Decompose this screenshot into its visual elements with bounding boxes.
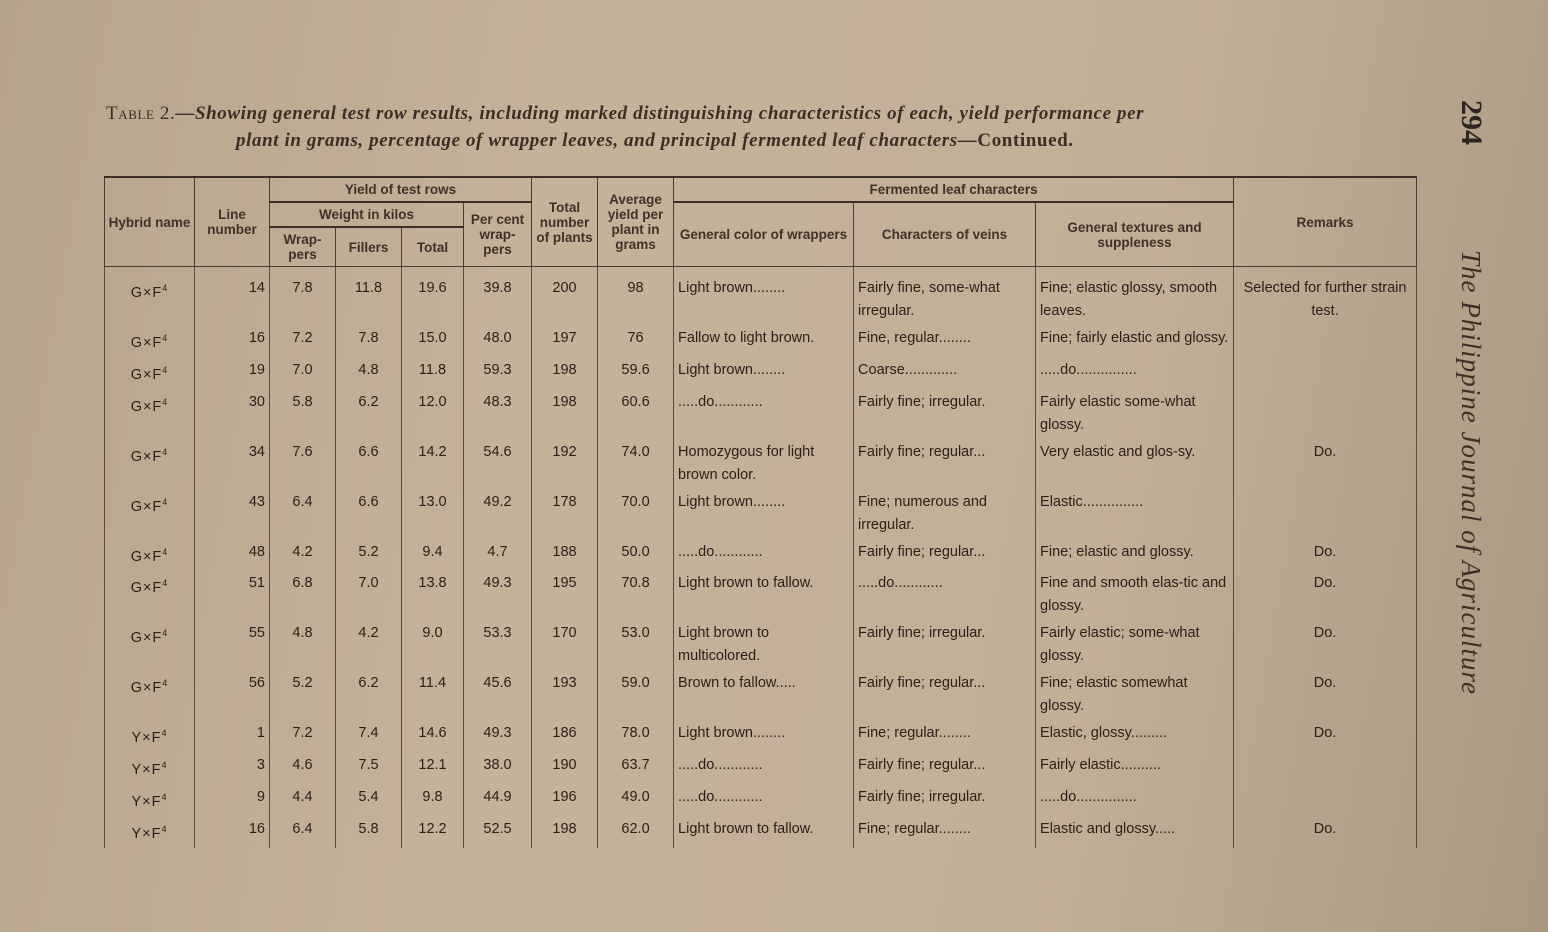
cell-hybrid-name: $G\times F^4$ [105,489,195,539]
superscript: 4 [162,496,169,507]
cell-percent-wrappers: 52.5 [464,816,532,848]
cell-veins: Fairly fine; irregular. [854,620,1036,670]
cell-fillers: 5.4 [336,784,402,816]
cell-avg-yield: 50.0 [598,539,674,571]
table-caption: Table 2.—Showing general test row results, including marked distinguishing characteristics of each, yield performance per plant in grams, percentage of wrapper leaves, and principal fermented leaf characters—Continued. [106,103,1145,151]
cell-texture: Fairly elastic; some-what glossy. [1036,620,1234,670]
cell-wrappers: 6.8 [270,570,336,620]
superscript: 4 [162,446,169,457]
superscript: 4 [161,792,168,803]
cell-percent-wrappers: 48.0 [464,325,532,357]
cell-avg-yield: 59.0 [598,670,674,720]
cell-avg-yield: 98 [598,267,674,326]
cell-total-plants: 192 [532,439,598,489]
cell-line-number: 3 [195,752,270,784]
table-row [105,267,1417,326]
cell-line-number: 34 [195,439,270,489]
cell-line-number: 55 [195,620,270,670]
cell-avg-yield: 78.0 [598,720,674,752]
cell-veins: Coarse............. [854,357,1036,389]
header-fermented-group: Fermented leaf characters [674,177,1234,202]
cell-avg-yield: 62.0 [598,816,674,848]
cell-total-plants: 190 [532,752,598,784]
cell-color: Fallow to light brown. [674,325,854,357]
cell-total: 12.0 [402,389,464,439]
header-veins: Characters of veins [854,202,1036,267]
page-number: 294 [1455,100,1488,145]
cell-total: 13.0 [402,489,464,539]
cell-total: 11.4 [402,670,464,720]
superscript: 4 [161,760,168,771]
table-row [105,620,1417,670]
cell-line-number: 43 [195,489,270,539]
cell-total: 14.2 [402,439,464,489]
cell-avg-yield: 59.6 [598,357,674,389]
cell-veins: Fine, regular........ [854,325,1036,357]
cell-remarks [1234,784,1417,816]
cell-veins: .....do............ [854,570,1036,620]
table-row [105,389,1417,439]
header-hybrid-name: Hybrid name [105,177,195,267]
cell-total: 9.8 [402,784,464,816]
cell-hybrid-name: $Y\times F^4$ [105,720,195,752]
cell-veins: Fairly fine; regular... [854,439,1036,489]
cell-wrappers: 7.0 [270,357,336,389]
cell-fillers: 6.6 [336,489,402,539]
cell-percent-wrappers: 49.3 [464,720,532,752]
cell-remarks [1234,325,1417,357]
cell-fillers: 5.8 [336,816,402,848]
cell-hybrid-name: $G\times F^4$ [105,325,195,357]
cell-veins: Fine; regular........ [854,720,1036,752]
cell-percent-wrappers: 4.7 [464,539,532,571]
cell-wrappers: 4.4 [270,784,336,816]
superscript: 4 [162,333,169,343]
cell-total: 9.0 [402,620,464,670]
cell-remarks [1234,489,1417,539]
cell-fillers: 7.4 [336,720,402,752]
cell-fillers: 6.2 [336,670,402,720]
cell-texture: Fine; elastic glossy, smooth leaves. [1036,267,1234,326]
cell-line-number: 48 [195,539,270,571]
cell-total-plants: 198 [532,816,598,848]
cell-line-number: 1 [195,720,270,752]
cell-hybrid-name: $G\times F^4$ [105,570,195,620]
cell-color: Light brown to multicolored. [674,620,854,670]
cell-avg-yield: 70.8 [598,570,674,620]
cell-percent-wrappers: 38.0 [464,752,532,784]
cell-color: .....do............ [674,539,854,571]
cell-remarks: Do. [1234,570,1417,620]
cell-remarks [1234,389,1417,439]
cell-percent-wrappers: 54.6 [464,439,532,489]
cell-fillers: 4.2 [336,620,402,670]
superscript: 4 [162,678,169,689]
cell-wrappers: 7.2 [270,325,336,357]
cell-wrappers: 5.8 [270,389,336,439]
header-percent-wrappers: Per cent wrap-pers [464,202,532,267]
table-row [105,439,1417,489]
cell-hybrid-name: $G\times F^4$ [105,267,195,326]
cell-texture: Elastic............... [1036,489,1234,539]
cell-total: 13.8 [402,570,464,620]
cell-color: Brown to fallow..... [674,670,854,720]
table-row [105,325,1417,357]
cell-hybrid-name: $G\times F^4$ [105,389,195,439]
cell-avg-yield: 49.0 [598,784,674,816]
header-textures: General textures and suppleness [1036,202,1234,267]
superscript: 4 [162,364,169,375]
cell-total-plants: 200 [532,267,598,326]
cell-hybrid-name: $Y\times F^4$ [105,784,195,816]
cell-color: .....do............ [674,389,854,439]
header-total-plants: Total number of plants [532,177,598,267]
table-row [105,357,1417,389]
cell-total-plants: 196 [532,784,598,816]
cell-hybrid-name: $G\times F^4$ [105,620,195,670]
cell-wrappers: 7.6 [270,439,336,489]
cell-hybrid-name: $G\times F^4$ [105,357,195,389]
cell-texture: Fine; elastic somewhat glossy. [1036,670,1234,720]
cell-line-number: 16 [195,816,270,848]
table-row [105,539,1417,571]
cell-total: 19.6 [402,267,464,326]
cell-wrappers: 4.6 [270,752,336,784]
cell-texture: .....do............... [1036,357,1234,389]
header-yield-group: Yield of test rows [270,177,532,202]
superscript: 4 [162,396,169,407]
cell-line-number: 51 [195,570,270,620]
table-row [105,570,1417,620]
cell-avg-yield: 53.0 [598,620,674,670]
cell-veins: Fairly fine; regular... [854,670,1036,720]
cell-texture: Fine; elastic and glossy. [1036,539,1234,571]
superscript: 4 [162,628,169,639]
cell-texture: .....do............... [1036,784,1234,816]
table-row [105,489,1417,539]
table-row [105,720,1417,752]
cell-veins: Fine; regular........ [854,816,1036,848]
cell-fillers: 6.6 [336,439,402,489]
cell-line-number: 56 [195,670,270,720]
table-body [105,267,1417,848]
cell-line-number: 19 [195,357,270,389]
cell-total: 9.4 [402,539,464,571]
cell-avg-yield: 63.7 [598,752,674,784]
superscript: 4 [162,578,169,589]
cell-color: .....do............ [674,784,854,816]
cell-veins: Fairly fine, some-what irregular. [854,267,1036,326]
cell-texture: Elastic, glossy......... [1036,720,1234,752]
cell-wrappers: 4.8 [270,620,336,670]
cell-wrappers: 4.2 [270,539,336,571]
cell-total-plants: 193 [532,670,598,720]
cell-total-plants: 198 [532,389,598,439]
header-avg-yield: Average yield per plant in grams [598,177,674,267]
cell-total-plants: 197 [532,325,598,357]
cell-color: Homozygous for light brown color. [674,439,854,489]
table-row [105,816,1417,848]
cell-fillers: 6.2 [336,389,402,439]
cell-percent-wrappers: 39.8 [464,267,532,326]
superscript: 4 [162,283,169,293]
cell-veins: Fine; numerous and irregular. [854,489,1036,539]
cell-remarks [1234,357,1417,389]
cell-total: 12.2 [402,816,464,848]
table-row [105,670,1417,720]
cell-color: Light brown........ [674,720,854,752]
cell-total: 14.6 [402,720,464,752]
cell-wrappers: 6.4 [270,489,336,539]
header-color: General color of wrappers [674,202,854,267]
cell-texture: Fine and smooth elas-tic and glossy. [1036,570,1234,620]
cell-color: Light brown........ [674,489,854,539]
cell-fillers: 7.0 [336,570,402,620]
cell-total-plants: 198 [532,357,598,389]
header-total: Total [402,227,464,267]
cell-texture: Fine; fairly elastic and glossy. [1036,325,1234,357]
header-weight-group: Weight in kilos [270,202,464,227]
cell-total-plants: 186 [532,720,598,752]
cell-wrappers: 5.2 [270,670,336,720]
header-fillers: Fillers [336,227,402,267]
cell-total-plants: 178 [532,489,598,539]
cell-avg-yield: 76 [598,325,674,357]
header-wrappers: Wrap-pers [270,227,336,267]
superscript: 4 [161,728,168,739]
cell-veins: Fairly fine; regular... [854,752,1036,784]
cell-percent-wrappers: 49.3 [464,570,532,620]
cell-texture: Very elastic and glos-sy. [1036,439,1234,489]
cell-percent-wrappers: 44.9 [464,784,532,816]
cell-hybrid-name: $Y\times F^4$ [105,752,195,784]
cell-total: 11.8 [402,357,464,389]
cell-fillers: 5.2 [336,539,402,571]
superscript: 4 [161,823,168,834]
cell-total-plants: 188 [532,539,598,571]
caption-text-2: plant in grams, percentage of wrapper leaves, and principal fermented leaf characters [236,130,958,151]
cell-color: Light brown........ [674,267,854,326]
cell-remarks: Do. [1234,720,1417,752]
cell-fillers: 4.8 [336,357,402,389]
cell-percent-wrappers: 59.3 [464,357,532,389]
cell-remarks: Do. [1234,620,1417,670]
cell-fillers: 11.8 [336,267,402,326]
cell-total-plants: 170 [532,620,598,670]
results-table [104,176,1417,848]
caption-lead: Table 2. [106,103,176,124]
cell-line-number: 9 [195,784,270,816]
cell-color: Light brown........ [674,357,854,389]
cell-remarks: Do. [1234,816,1417,848]
cell-total: 12.1 [402,752,464,784]
cell-remarks: Do. [1234,539,1417,571]
cell-hybrid-name: $G\times F^4$ [105,439,195,489]
cell-line-number: 30 [195,389,270,439]
cell-line-number: 16 [195,325,270,357]
cell-veins: Fairly fine; irregular. [854,389,1036,439]
cell-remarks: Selected for further strain test. [1234,267,1417,326]
cell-percent-wrappers: 45.6 [464,670,532,720]
cell-hybrid-name: $G\times F^4$ [105,539,195,571]
table-row [105,784,1417,816]
cell-wrappers: 7.2 [270,720,336,752]
cell-fillers: 7.5 [336,752,402,784]
cell-total: 15.0 [402,325,464,357]
cell-remarks: Do. [1234,670,1417,720]
cell-remarks: Do. [1234,439,1417,489]
cell-avg-yield: 70.0 [598,489,674,539]
cell-total-plants: 195 [532,570,598,620]
cell-line-number: 14 [195,267,270,326]
cell-veins: Fairly fine; irregular. [854,784,1036,816]
cell-texture: Elastic and glossy..... [1036,816,1234,848]
cell-color: Light brown to fallow. [674,816,854,848]
cell-wrappers: 6.4 [270,816,336,848]
cell-texture: Fairly elastic.......... [1036,752,1234,784]
header-remarks: Remarks [1234,177,1417,267]
running-head: The Philippine Journal of Agriculture [1456,250,1486,695]
superscript: 4 [162,546,169,557]
cell-wrappers: 7.8 [270,267,336,326]
cell-avg-yield: 60.6 [598,389,674,439]
table-row [105,752,1417,784]
cell-remarks [1234,752,1417,784]
header-line-number: Line number [195,177,270,267]
cell-hybrid-name: $G\times F^4$ [105,670,195,720]
cell-percent-wrappers: 53.3 [464,620,532,670]
cell-avg-yield: 74.0 [598,439,674,489]
cell-veins: Fairly fine; regular... [854,539,1036,571]
caption-tail: Continued. [977,130,1074,151]
cell-percent-wrappers: 49.2 [464,489,532,539]
cell-percent-wrappers: 48.3 [464,389,532,439]
caption-text: Showing general test row results, including marked distinguishing characteristics of each, yield performance per [194,103,1145,124]
cell-color: Light brown to fallow. [674,570,854,620]
cell-color: .....do............ [674,752,854,784]
cell-texture: Fairly elastic some-what glossy. [1036,389,1234,439]
cell-fillers: 7.8 [336,325,402,357]
cell-hybrid-name: $Y\times F^4$ [105,816,195,848]
